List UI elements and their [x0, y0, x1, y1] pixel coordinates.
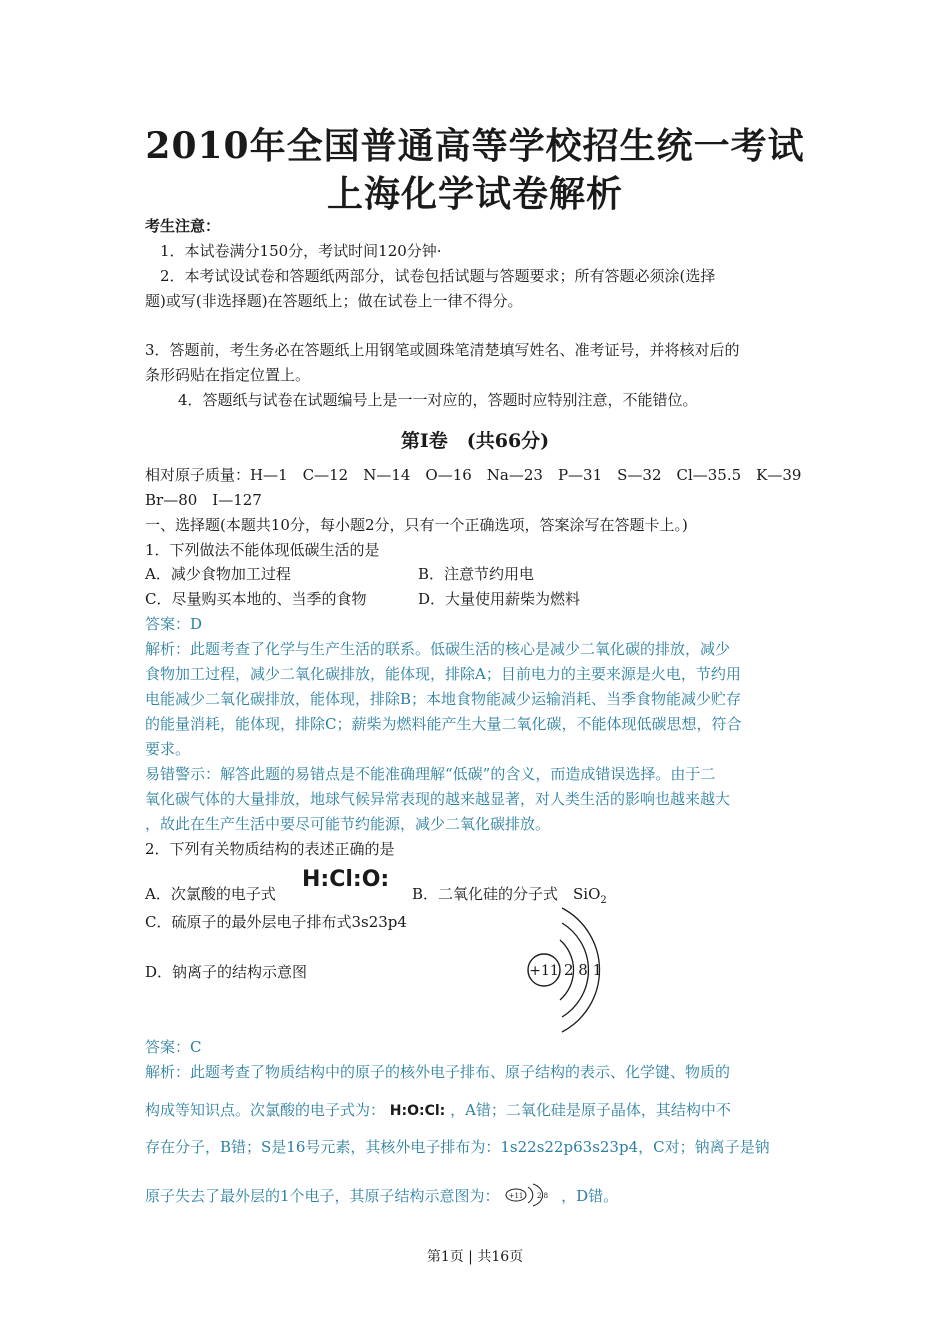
q2-stem: 2．下列有关物质结构的表述正确的是: [145, 840, 395, 858]
q2-analysis-1: 解析：此题考查了物质结构中的原子的核外电子排布、原子结构的表示、化学键、物质的: [145, 1063, 731, 1081]
notice-item-2-cont: 题)或写(非选择题)在答题纸上；做在试卷上一律不得分。: [145, 292, 523, 310]
q1-answer: 答案：D: [145, 615, 203, 633]
q1-option-b: B．注意节约用电: [418, 565, 535, 583]
q1-option-c: C．尽量购买本地的、当季的食物: [145, 590, 367, 608]
q2-analysis-2-text: 构成等知识点。次氯酸的电子式为：: [145, 1101, 386, 1119]
notice-item-4: 4．答题纸与试卷在试题编号上是一一对应的，答题时应特别注意，不能错位。: [178, 391, 698, 409]
q2-option-d: D．钠离子的结构示意图: [145, 963, 308, 981]
notice-item-1: 1．本试卷满分150分，考试时间120分钟·: [160, 242, 442, 260]
notice-heading: 考生注意：: [145, 217, 221, 235]
page-footer: 第1页 | 共16页: [426, 1249, 524, 1265]
q2-option-b-text: B．二氧化硅的分子式 SiO: [412, 885, 601, 903]
q2-answer: 答案：C: [145, 1038, 202, 1056]
q2-analysis-2-tail: ，A错；二氧化硅是原子晶体，其结构中不: [450, 1101, 731, 1119]
part-one-heading: 一、选择题(本题共10分，每小题2分，只有一个正确选项，答案涂写在答题卡上。): [145, 516, 688, 534]
q2-analysis-2: [145, 1100, 731, 1121]
q1-analysis-1: 解析：此题考查了化学与生产生活的联系。低碳生活的核心是减少二氧化碳的排放，减少: [145, 640, 731, 658]
q1-analysis-2: 食物加工过程，减少二氧化碳排放，能体现，排除A；目前电力的主要来源是火电，节约用: [145, 665, 741, 683]
q1-warning-2: 氧化碳气体的大量排放，地球气候异常表现的越来越显著，对人类生活的影响也越来越大: [145, 790, 731, 808]
q1-stem: 1．下列做法不能体现低碳生活的是: [145, 541, 380, 559]
shell-electron-counts: 2 8 1: [564, 961, 603, 979]
q2-analysis-4-tail: ，D错。: [561, 1187, 619, 1205]
section-title: 第Ⅰ卷 (共66分): [400, 430, 550, 452]
q2-analysis-3: 存在分子，B错；S是16号元素，其核外电子排布为：1s22s22p63s23p4，C对；钠离子是钠: [145, 1138, 770, 1156]
q1-analysis-3: 电能减少二氧化碳排放，能体现，排除B；本地食物能减少运输消耗、当季食物能减少贮存: [145, 690, 742, 708]
notice-item-3-cont: 条形码贴在指定位置上。: [145, 366, 311, 384]
q1-warning-3: ，故此在生产生活中要尽可能节约能源，减少二氧化碳排放。: [145, 815, 551, 833]
notice-item-3: 3．答题前，考生务必在答题纸上用钢笔或圆珠笔清楚填写姓名、准考证号，并将核对后的: [145, 341, 740, 359]
title-line-2: 上海化学试卷解析: [326, 173, 623, 215]
q2-option-c: C．硫原子的最外层电子排布式3s23p4: [145, 913, 407, 931]
small-nucleus-label: +11: [508, 1192, 524, 1200]
q2-option-a: A．次氯酸的电子式: [145, 885, 276, 903]
q2-analysis-4: [145, 1183, 618, 1211]
q1-option-a: A．减少食物加工过程: [145, 565, 291, 583]
notice-item-2: 2．本考试设试卷和答题纸两部分，试卷包括试题与答题要求；所有答题必须涂(选择: [160, 267, 716, 285]
q2-analysis-4-text: 原子失去了最外层的1个电子，其原子结构示意图为：: [145, 1187, 500, 1205]
q1-analysis-5: 要求。: [145, 740, 191, 758]
title-line-1: 2010年全国普通高等学校招生统一考试: [145, 125, 805, 167]
q2-option-b-subscript: 2: [600, 895, 607, 906]
small-shell-1: [528, 1187, 533, 1203]
small-shell-counts: 2 8: [537, 1192, 549, 1200]
hocl-small-formula: H:O:Cl:: [389, 1103, 446, 1119]
sodium-ion-diagram: [520, 905, 610, 1035]
q1-warning-1: 易错警示：解答此题的易错点是不能准确理解“低碳”的含义，而造成错误选择。由于二: [145, 765, 716, 783]
small-sodium-diagram: [504, 1183, 556, 1211]
hclo-electron-formula: H:Cl:O:: [302, 867, 390, 892]
q1-analysis-4: 的能量消耗，能体现，排除C；薪柴为燃料能产生大量二氧化碳，不能体现低碳思想，符合: [145, 715, 742, 733]
nucleus-label: +11: [529, 963, 559, 979]
atomic-mass-line-2: Br—80 I—127: [145, 491, 262, 509]
atomic-mass-line-1: 相对原子质量：H—1 C—12 N—14 O—16 Na—23 P—31 S—32 Cl—35.5 K—39: [145, 466, 802, 484]
q1-option-d: D．大量使用薪柴为燃料: [418, 590, 581, 608]
